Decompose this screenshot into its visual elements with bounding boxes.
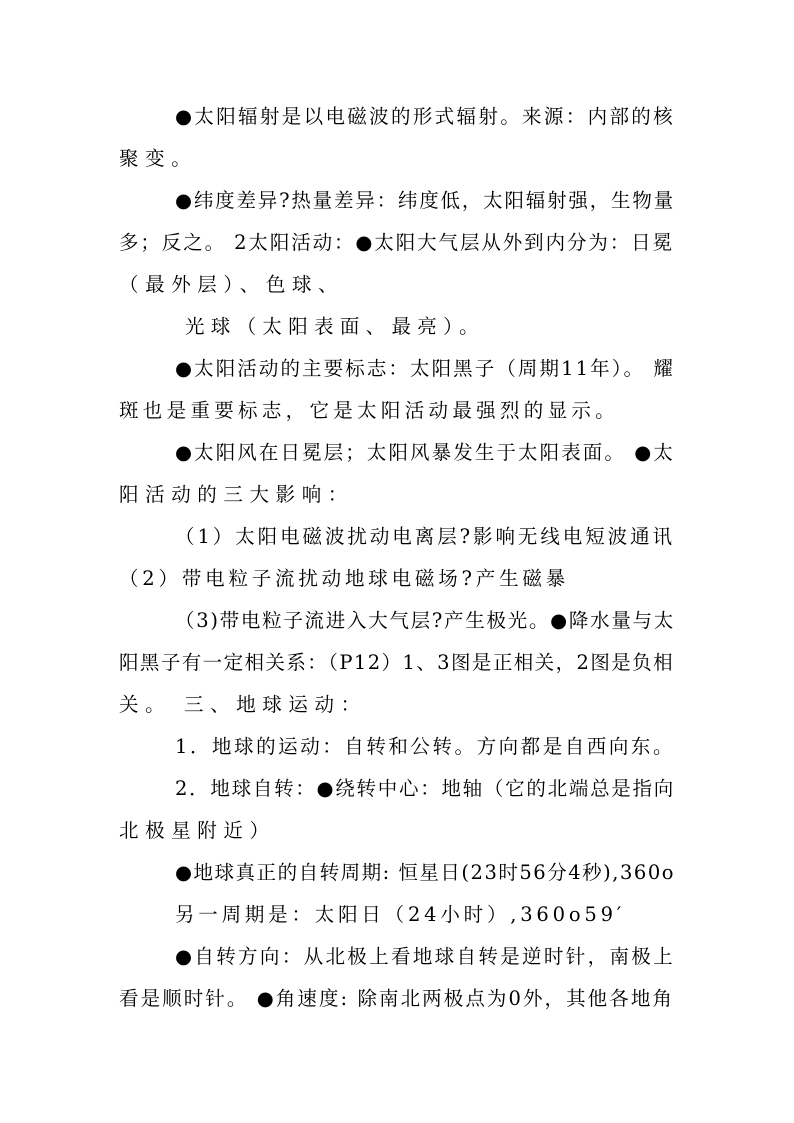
text-line-20: 另一周期是：太阳日（24小时）,360o59′ (175, 903, 625, 926)
text-line-2: 聚变。 (119, 147, 198, 170)
text-line-16: 1．地球的运动：自转和公转。方向都是自西向东。 (175, 735, 675, 758)
text-line-4: 多；反之。 2太阳活动：●太阳大气层从外到内分为：日冕 (119, 231, 674, 254)
text-line-11: （1）太阳电磁波扰动电离层?影响无线电短波通讯 (175, 525, 675, 548)
text-line-19: ●地球真正的自转周期: 恒星日(23时56分4秒),360o (175, 861, 675, 884)
text-line-12: （2）带电粒子流扰动地球电磁场?产生磁暴 (119, 567, 569, 590)
text-line-7: ●太阳活动的主要标志：太阳黑子（周期11年）。 耀 (175, 357, 675, 380)
text-line-8: 斑也是重要标志，它是太阳活动最强烈的显示。 (119, 399, 619, 422)
text-line-21: ●自转方向：从北极上看地球自转是逆时针，南极上 (175, 945, 675, 968)
text-line-18: 北极星附近） (119, 819, 276, 842)
text-line-10: 阳活动的三大影响： (119, 483, 354, 506)
text-line-6: 光球（太阳表面、最亮）。 (185, 315, 485, 338)
text-line-17: 2．地球自转：●绕转中心：地轴（它的北端总是指向 (175, 777, 675, 800)
text-line-5: （最外层）、色球、 (119, 273, 345, 296)
text-line-22: 看是顺时针。 ●角速度: 除南北两极点为0外，其他各地角 (119, 987, 674, 1010)
text-line-3: ●纬度差异?热量差异：纬度低，太阳辐射强，生物量 (175, 189, 675, 212)
text-line-15: 关。 三、地球运动： (119, 693, 367, 716)
text-line-14: 阳黑子有一定相关系：（P12）1、3图是正相关，2图是负相 (119, 651, 674, 674)
text-line-13: （3)带电粒子流进入大气层?产生极光。●降水量与太 (175, 609, 675, 632)
text-line-9: ●太阳风在日冕层；太阳风暴发生于太阳表面。 ●太 (175, 441, 675, 464)
text-line-1: ●太阳辐射是以电磁波的形式辐射。来源：内部的核 (175, 105, 675, 128)
